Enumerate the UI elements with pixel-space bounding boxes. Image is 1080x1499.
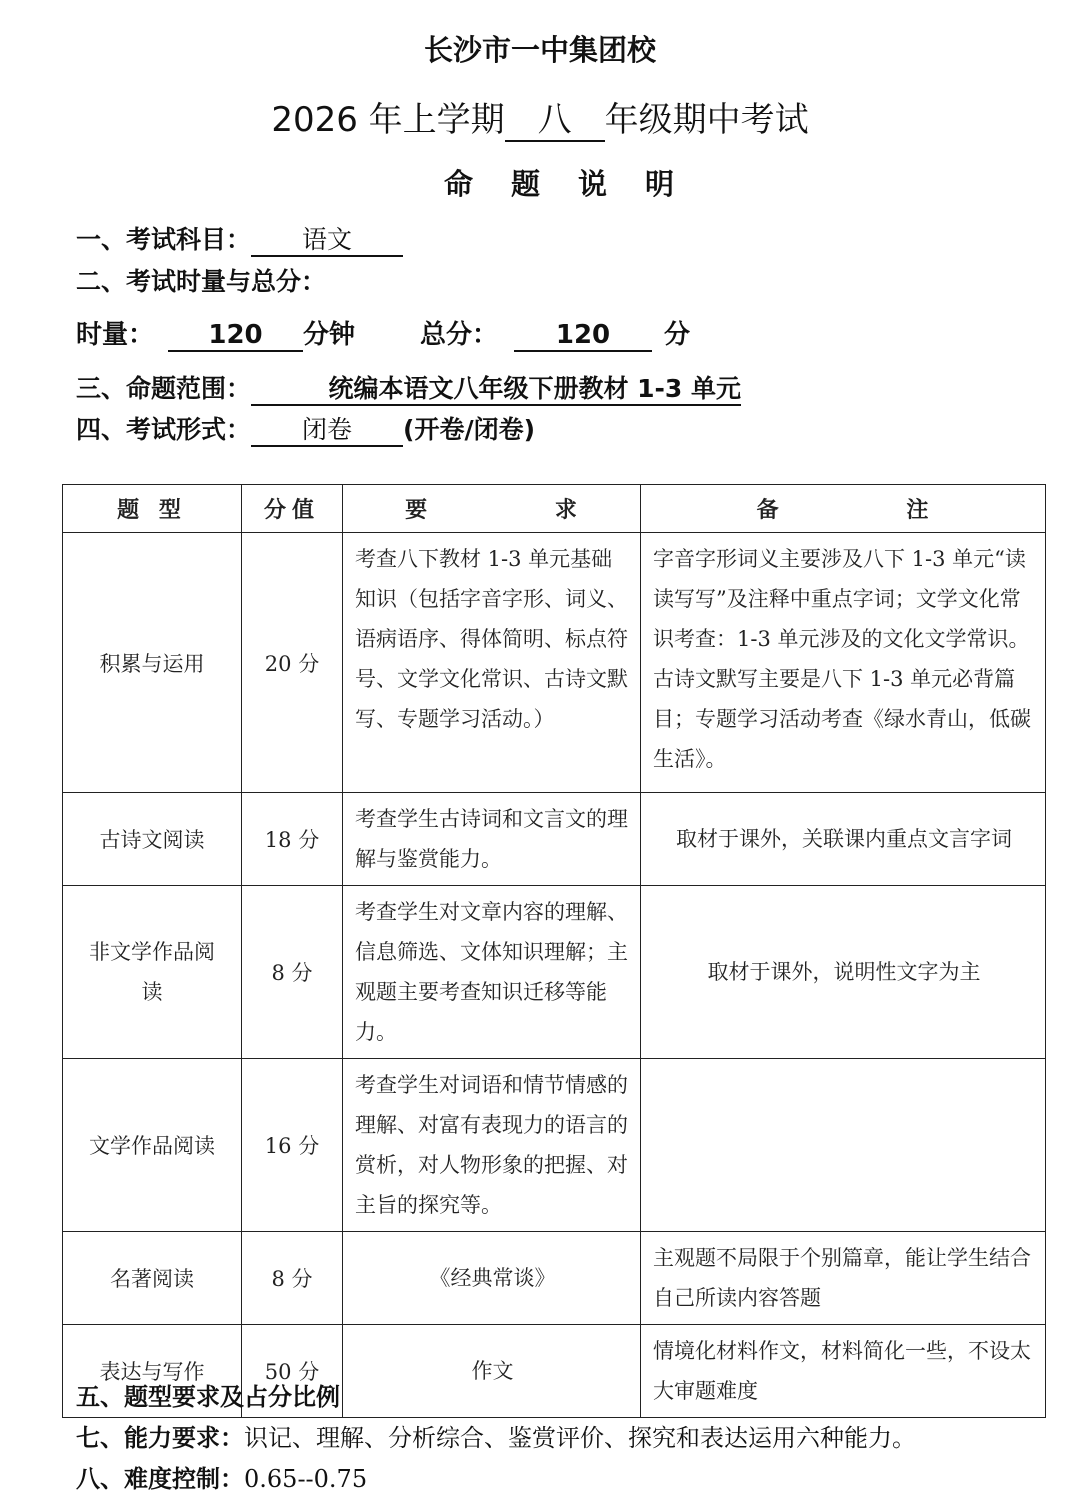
row-note: 主观题不局限于个别篇章，能让学生结合自己所读内容答题	[641, 1232, 1046, 1325]
table-row	[63, 1059, 1046, 1232]
row-type: 表达与写作	[63, 1325, 242, 1418]
row-requirement: 考查学生古诗词和文言文的理解与鉴赏能力。	[343, 793, 641, 886]
form-value: 闭卷	[251, 415, 403, 447]
row-score: 50 分	[242, 1325, 343, 1418]
table-row	[63, 533, 1046, 793]
row-requirement: 作文	[343, 1325, 641, 1418]
row-note: 取材于课外，说明性文字为主	[641, 886, 1046, 1059]
item7-row	[76, 1418, 916, 1453]
header-type: 题 型	[63, 485, 242, 533]
item7-value: 识记、理解、分析综合、鉴赏评价、探究和表达运用六种能力。	[244, 1424, 916, 1452]
row-score: 18 分	[242, 793, 343, 886]
page-heading: 命题说明	[443, 167, 712, 201]
table-row	[63, 793, 1046, 886]
row-type: 积累与运用	[63, 533, 242, 793]
row-note	[641, 1059, 1046, 1232]
row-type: 文学作品阅读	[63, 1059, 242, 1232]
scope-row	[76, 369, 741, 406]
grade-blank: 八	[505, 100, 605, 142]
row-requirement: 《经典常谈》	[343, 1232, 641, 1325]
scope-label: 三、命题范围：	[76, 374, 252, 403]
total-label: 总分：	[420, 320, 499, 350]
duration-unit: 分钟	[303, 320, 356, 350]
item8-row	[76, 1459, 367, 1494]
item7-label: 七、能力要求：	[76, 1424, 244, 1452]
subject-label: 一、考试科目：	[76, 225, 252, 254]
table-header-row	[63, 485, 1046, 533]
time-label: 二、考试时量与总分：	[76, 267, 327, 296]
exam-title	[0, 92, 1080, 142]
row-score: 16 分	[242, 1059, 343, 1232]
row-requirement: 考查学生对文章内容的理解、信息筛选、文体知识理解；主观题主要考查知识迁移等能力。	[343, 886, 641, 1059]
total-row	[420, 314, 690, 352]
row-type: 古诗文阅读	[63, 793, 242, 886]
total-value: 120	[514, 320, 652, 352]
exam-title-suffix: 年级期中考试	[604, 100, 809, 140]
header-score: 分值	[242, 485, 343, 533]
total-unit: 分	[664, 320, 691, 350]
header-note: 备 注	[641, 485, 1046, 533]
form-label: 四、考试形式：	[76, 415, 252, 444]
subject-row	[76, 220, 403, 257]
scope-value: 统编本语文八年级下册教材 1-3 单元	[251, 374, 741, 406]
header-requirement: 要 求	[343, 485, 641, 533]
duration-label: 时量：	[76, 320, 155, 350]
table-row	[63, 886, 1046, 1059]
row-requirement: 考查八下教材 1-3 单元基础知识（包括字音字形、词义、语病语序、得体简明、标点符号、文学文化常识、古诗文默写、专题学习活动。）	[343, 533, 641, 793]
item8-label: 八、难度控制：	[76, 1465, 244, 1493]
row-requirement: 考查学生对词语和情节情感的理解、对富有表现力的语言的赏析，对人物形象的把握、对主旨的探究等。	[343, 1059, 641, 1232]
row-type: 非文学作品阅读	[63, 886, 242, 1059]
row-score: 20 分	[242, 533, 343, 793]
table-row	[63, 1232, 1046, 1325]
item5-heading: 五、题型要求及占分比例	[76, 1383, 340, 1411]
row-note: 字音字形词义主要涉及八下 1-3 单元“读读写写”及注释中重点字词；文学文化常识考查：1-3 单元涉及的文化文学常识。古诗文默写主要是八下 1-3 单元必背篇目；专题学习活动考查《绿水青山，低碳生活》。	[641, 533, 1046, 793]
form-options: (开卷/闭卷)	[403, 415, 535, 444]
exam-title-prefix: 2026 年上学期	[271, 100, 505, 140]
form-row	[76, 410, 535, 447]
subject-value: 语文	[251, 225, 403, 257]
item8-value: 0.65--0.75	[244, 1465, 368, 1493]
row-score: 8 分	[242, 886, 343, 1059]
spec-table	[62, 484, 1046, 1418]
row-score: 8 分	[242, 1232, 343, 1325]
row-note: 取材于课外，关联课内重点文言字词	[641, 793, 1046, 886]
duration-row	[76, 314, 355, 352]
row-note: 情境化材料作文，材料简化一些，不设太大审题难度	[641, 1325, 1046, 1418]
duration-value: 120	[168, 320, 303, 352]
row-type: 名著阅读	[63, 1232, 242, 1325]
school-name: 长沙市一中集团校	[423, 33, 656, 67]
